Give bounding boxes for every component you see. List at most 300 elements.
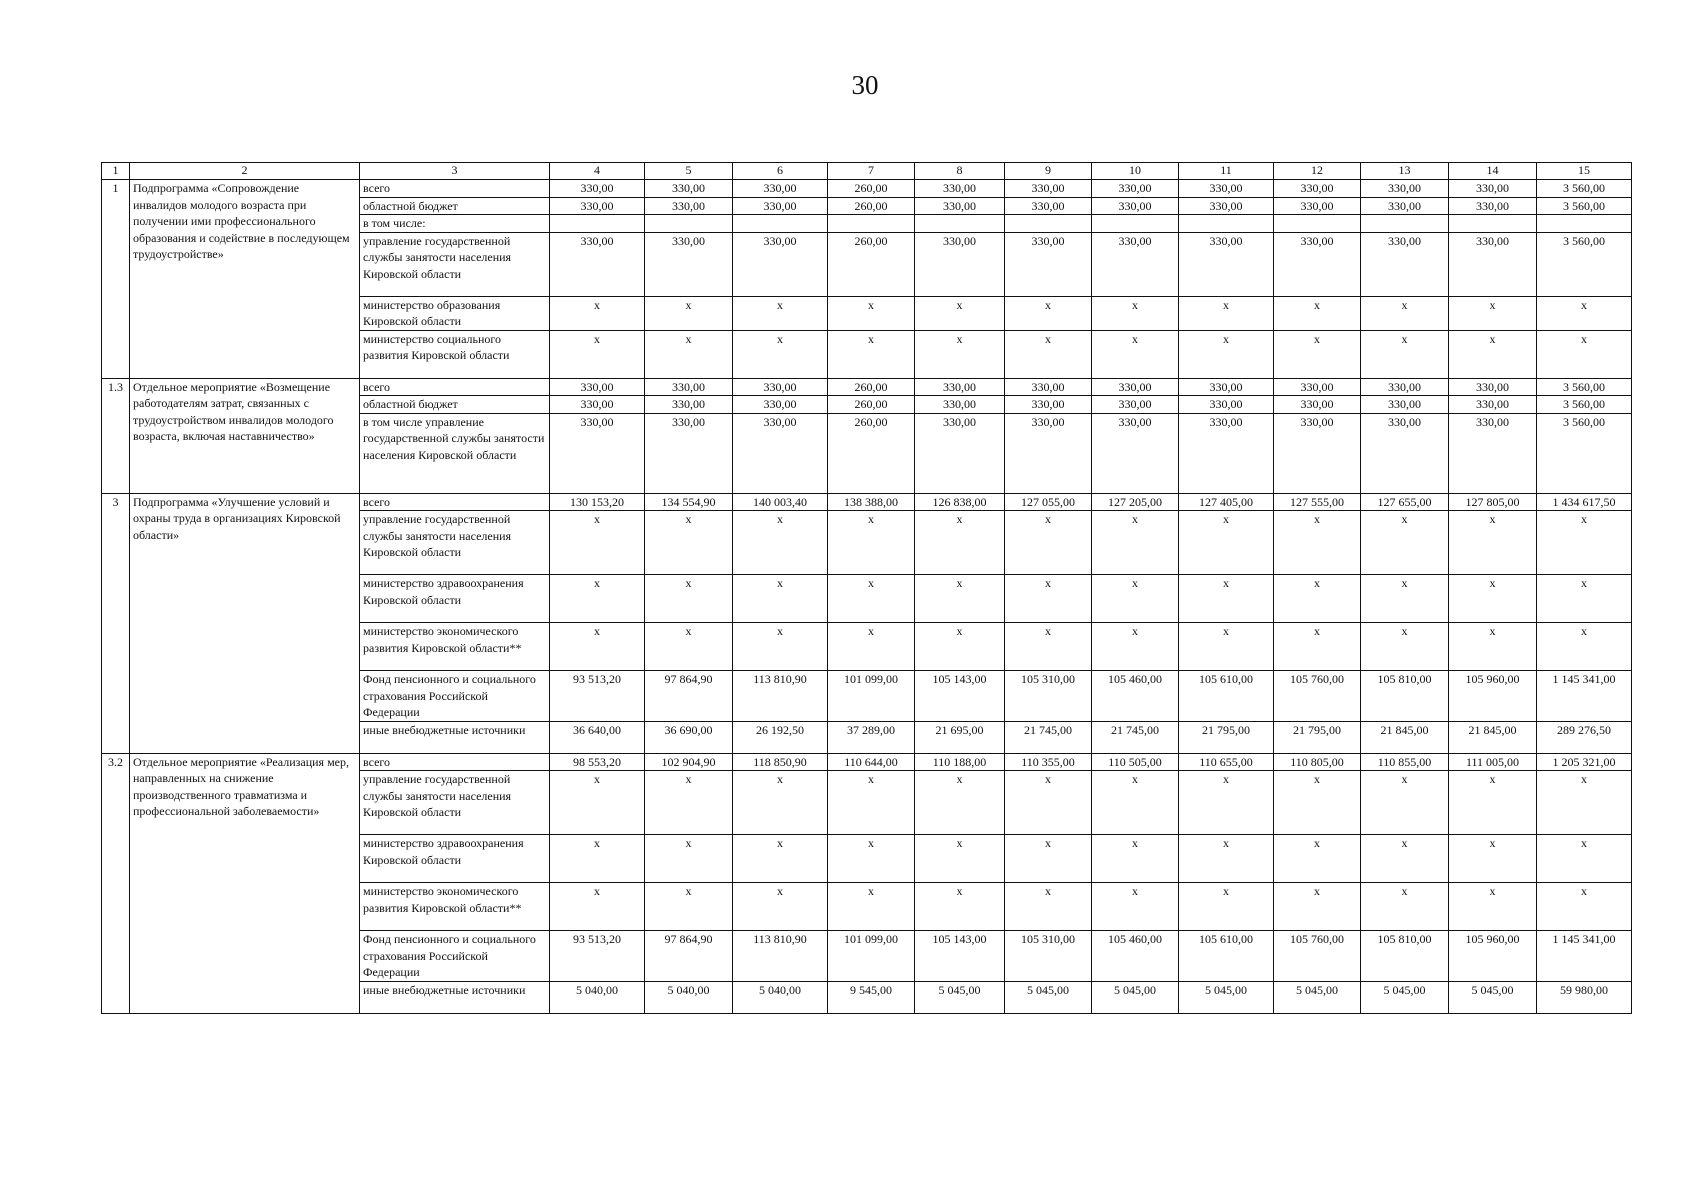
- value-cell: 330,00: [1005, 413, 1092, 493]
- value-cell: 330,00: [550, 180, 645, 198]
- value-cell: 5 045,00: [1274, 981, 1361, 1013]
- value-cell: 330,00: [733, 180, 828, 198]
- value-cell: 330,00: [550, 232, 645, 296]
- value-cell: 21 745,00: [1092, 721, 1179, 753]
- value-cell: 127 055,00: [1005, 493, 1092, 511]
- table-row: [102, 180, 1632, 198]
- budget-table-container: [101, 162, 1626, 1014]
- value-cell: 21 795,00: [1179, 721, 1274, 753]
- value-cell: 110 644,00: [828, 753, 915, 771]
- value-cell: 21 745,00: [1005, 721, 1092, 753]
- value-cell: x: [550, 835, 645, 883]
- value-cell: x: [1537, 771, 1632, 835]
- value-cell: x: [1179, 623, 1274, 671]
- value-cell: 330,00: [1361, 180, 1449, 198]
- value-cell: 21 845,00: [1449, 721, 1537, 753]
- value-cell: x: [1005, 771, 1092, 835]
- table-row: [102, 753, 1632, 771]
- value-cell: 330,00: [1092, 197, 1179, 215]
- value-cell: x: [828, 575, 915, 623]
- header-cell: 14: [1449, 163, 1537, 180]
- value-cell: 5 040,00: [550, 981, 645, 1013]
- value-cell: 110 188,00: [915, 753, 1005, 771]
- value-cell: [1274, 215, 1361, 233]
- value-cell: x: [1005, 835, 1092, 883]
- value-cell: x: [1537, 330, 1632, 378]
- page-number: 30: [851, 70, 879, 100]
- value-cell: [1361, 215, 1449, 233]
- header-cell: 4: [550, 163, 645, 180]
- header-cell: 5: [645, 163, 733, 180]
- value-cell: x: [645, 623, 733, 671]
- value-cell: x: [733, 771, 828, 835]
- value-cell: x: [550, 883, 645, 931]
- value-cell: 330,00: [1179, 378, 1274, 396]
- value-cell: 101 099,00: [828, 671, 915, 722]
- value-cell: [645, 215, 733, 233]
- value-cell: 330,00: [550, 197, 645, 215]
- funding-source: управление государственной службы занятости населения Кировской области: [360, 771, 550, 835]
- value-cell: x: [645, 296, 733, 330]
- value-cell: x: [733, 623, 828, 671]
- value-cell: 105 143,00: [915, 931, 1005, 982]
- value-cell: 105 960,00: [1449, 671, 1537, 722]
- value-cell: x: [828, 511, 915, 575]
- funding-source: всего: [360, 180, 550, 198]
- value-cell: 21 845,00: [1361, 721, 1449, 753]
- value-cell: x: [828, 835, 915, 883]
- value-cell: 1 145 341,00: [1537, 931, 1632, 982]
- value-cell: 330,00: [645, 396, 733, 414]
- value-cell: 330,00: [733, 232, 828, 296]
- value-cell: 330,00: [1361, 197, 1449, 215]
- value-cell: [1537, 215, 1632, 233]
- header-cell: 11: [1179, 163, 1274, 180]
- header-cell: 15: [1537, 163, 1632, 180]
- funding-source: областной бюджет: [360, 197, 550, 215]
- value-cell: 330,00: [1179, 197, 1274, 215]
- value-cell: 330,00: [1092, 378, 1179, 396]
- value-cell: [1179, 215, 1274, 233]
- value-cell: x: [1092, 330, 1179, 378]
- header-cell: 13: [1361, 163, 1449, 180]
- value-cell: x: [733, 330, 828, 378]
- section-title: Отдельное мероприятие «Реализация мер, направленных на снижение производственного травматизма и профессиональной заболеваемости»: [130, 753, 360, 1013]
- value-cell: 36 690,00: [645, 721, 733, 753]
- value-cell: 93 513,20: [550, 671, 645, 722]
- value-cell: 1 434 617,50: [1537, 493, 1632, 511]
- value-cell: x: [1274, 771, 1361, 835]
- header-cell: 12: [1274, 163, 1361, 180]
- value-cell: x: [915, 511, 1005, 575]
- value-cell: 110 355,00: [1005, 753, 1092, 771]
- value-cell: x: [1179, 771, 1274, 835]
- value-cell: x: [828, 771, 915, 835]
- value-cell: x: [550, 771, 645, 835]
- value-cell: 330,00: [1092, 232, 1179, 296]
- value-cell: 3 560,00: [1537, 378, 1632, 396]
- value-cell: x: [1274, 296, 1361, 330]
- value-cell: x: [1537, 835, 1632, 883]
- value-cell: x: [1361, 296, 1449, 330]
- value-cell: x: [733, 883, 828, 931]
- section-title: Подпрограмма «Улучшение условий и охраны труда в организациях Кировской области»: [130, 493, 360, 753]
- value-cell: x: [1361, 575, 1449, 623]
- value-cell: 37 289,00: [828, 721, 915, 753]
- value-cell: x: [1274, 575, 1361, 623]
- value-cell: x: [828, 296, 915, 330]
- value-cell: x: [733, 511, 828, 575]
- funding-source: всего: [360, 493, 550, 511]
- value-cell: x: [915, 623, 1005, 671]
- value-cell: 330,00: [733, 396, 828, 414]
- value-cell: 105 610,00: [1179, 931, 1274, 982]
- value-cell: x: [733, 296, 828, 330]
- value-cell: 330,00: [645, 197, 733, 215]
- value-cell: 330,00: [1005, 197, 1092, 215]
- value-cell: 110 655,00: [1179, 753, 1274, 771]
- table-row: [102, 493, 1632, 511]
- value-cell: 105 610,00: [1179, 671, 1274, 722]
- value-cell: x: [915, 771, 1005, 835]
- funding-source: всего: [360, 753, 550, 771]
- value-cell: x: [1092, 296, 1179, 330]
- value-cell: [1449, 215, 1537, 233]
- value-cell: 3 560,00: [1537, 180, 1632, 198]
- budget-table: [101, 162, 1632, 1014]
- value-cell: [550, 215, 645, 233]
- value-cell: 98 553,20: [550, 753, 645, 771]
- value-cell: 330,00: [733, 413, 828, 493]
- value-cell: 330,00: [1361, 396, 1449, 414]
- value-cell: 110 805,00: [1274, 753, 1361, 771]
- value-cell: 5 040,00: [733, 981, 828, 1013]
- value-cell: 105 810,00: [1361, 671, 1449, 722]
- value-cell: x: [1449, 771, 1537, 835]
- funding-source: министерство здравоохранения Кировской области: [360, 835, 550, 883]
- value-cell: 134 554,90: [645, 493, 733, 511]
- value-cell: 5 045,00: [915, 981, 1005, 1013]
- funding-source: иные внебюджетные источники: [360, 981, 550, 1013]
- value-cell: 330,00: [1449, 378, 1537, 396]
- value-cell: 330,00: [915, 180, 1005, 198]
- value-cell: 3 560,00: [1537, 232, 1632, 296]
- value-cell: x: [1179, 575, 1274, 623]
- value-cell: x: [828, 623, 915, 671]
- funding-source: в том числе управление государственной службы занятости населения Кировской области: [360, 413, 550, 493]
- value-cell: x: [1361, 771, 1449, 835]
- funding-source: в том числе:: [360, 215, 550, 233]
- value-cell: 127 555,00: [1274, 493, 1361, 511]
- value-cell: 140 003,40: [733, 493, 828, 511]
- value-cell: 330,00: [1361, 232, 1449, 296]
- value-cell: 105 143,00: [915, 671, 1005, 722]
- value-cell: 138 388,00: [828, 493, 915, 511]
- value-cell: 118 850,90: [733, 753, 828, 771]
- value-cell: 5 045,00: [1449, 981, 1537, 1013]
- section-number: 3: [102, 493, 130, 753]
- value-cell: x: [733, 835, 828, 883]
- value-cell: x: [915, 883, 1005, 931]
- value-cell: 330,00: [1449, 396, 1537, 414]
- header-cell: 7: [828, 163, 915, 180]
- value-cell: 97 864,90: [645, 671, 733, 722]
- value-cell: 330,00: [733, 197, 828, 215]
- value-cell: x: [1361, 835, 1449, 883]
- value-cell: x: [1449, 330, 1537, 378]
- value-cell: [915, 215, 1005, 233]
- value-cell: 330,00: [915, 396, 1005, 414]
- value-cell: x: [915, 296, 1005, 330]
- value-cell: x: [1274, 511, 1361, 575]
- value-cell: 113 810,90: [733, 931, 828, 982]
- value-cell: 101 099,00: [828, 931, 915, 982]
- header-cell: 8: [915, 163, 1005, 180]
- value-cell: 36 640,00: [550, 721, 645, 753]
- value-cell: x: [550, 623, 645, 671]
- value-cell: x: [1449, 575, 1537, 623]
- value-cell: 260,00: [828, 378, 915, 396]
- value-cell: x: [1092, 771, 1179, 835]
- value-cell: 330,00: [1179, 232, 1274, 296]
- funding-source: Фонд пенсионного и социального страхования Российской Федерации: [360, 931, 550, 982]
- funding-source: министерство образования Кировской области: [360, 296, 550, 330]
- value-cell: 111 005,00: [1449, 753, 1537, 771]
- value-cell: 105 810,00: [1361, 931, 1449, 982]
- value-cell: 330,00: [645, 232, 733, 296]
- value-cell: x: [1005, 511, 1092, 575]
- value-cell: x: [645, 511, 733, 575]
- value-cell: x: [1005, 883, 1092, 931]
- value-cell: [1092, 215, 1179, 233]
- value-cell: 105 460,00: [1092, 931, 1179, 982]
- value-cell: 330,00: [1005, 396, 1092, 414]
- value-cell: x: [1005, 330, 1092, 378]
- value-cell: x: [1361, 623, 1449, 671]
- value-cell: 330,00: [1449, 180, 1537, 198]
- value-cell: 1 145 341,00: [1537, 671, 1632, 722]
- value-cell: x: [550, 575, 645, 623]
- value-cell: [828, 215, 915, 233]
- value-cell: x: [550, 330, 645, 378]
- section-number: 1.3: [102, 378, 130, 493]
- value-cell: x: [828, 330, 915, 378]
- value-cell: x: [1361, 883, 1449, 931]
- header-cell: 2: [130, 163, 360, 180]
- value-cell: 93 513,20: [550, 931, 645, 982]
- funding-source: областной бюджет: [360, 396, 550, 414]
- value-cell: x: [645, 330, 733, 378]
- value-cell: 330,00: [1361, 378, 1449, 396]
- value-cell: x: [1274, 835, 1361, 883]
- value-cell: x: [1537, 511, 1632, 575]
- value-cell: 289 276,50: [1537, 721, 1632, 753]
- value-cell: 330,00: [1274, 232, 1361, 296]
- value-cell: 260,00: [828, 413, 915, 493]
- value-cell: 102 904,90: [645, 753, 733, 771]
- value-cell: 330,00: [1179, 396, 1274, 414]
- value-cell: 330,00: [1274, 413, 1361, 493]
- value-cell: [733, 215, 828, 233]
- funding-source: министерство социального развития Кировской области: [360, 330, 550, 378]
- value-cell: x: [1092, 835, 1179, 883]
- value-cell: x: [915, 835, 1005, 883]
- value-cell: 330,00: [1274, 197, 1361, 215]
- value-cell: x: [1537, 296, 1632, 330]
- value-cell: 126 838,00: [915, 493, 1005, 511]
- value-cell: 330,00: [1361, 413, 1449, 493]
- value-cell: 330,00: [1005, 378, 1092, 396]
- value-cell: 330,00: [1092, 413, 1179, 493]
- value-cell: 330,00: [1179, 180, 1274, 198]
- value-cell: x: [1537, 623, 1632, 671]
- value-cell: 127 205,00: [1092, 493, 1179, 511]
- value-cell: 127 405,00: [1179, 493, 1274, 511]
- value-cell: 105 760,00: [1274, 931, 1361, 982]
- value-cell: 330,00: [1179, 413, 1274, 493]
- value-cell: 330,00: [550, 378, 645, 396]
- value-cell: x: [1005, 296, 1092, 330]
- value-cell: 330,00: [1092, 396, 1179, 414]
- value-cell: x: [645, 575, 733, 623]
- value-cell: 330,00: [550, 413, 645, 493]
- value-cell: 330,00: [1449, 413, 1537, 493]
- value-cell: 5 040,00: [645, 981, 733, 1013]
- value-cell: x: [1274, 623, 1361, 671]
- value-cell: 260,00: [828, 180, 915, 198]
- value-cell: x: [1449, 511, 1537, 575]
- value-cell: x: [733, 575, 828, 623]
- value-cell: 110 855,00: [1361, 753, 1449, 771]
- section-number: 1: [102, 180, 130, 379]
- value-cell: x: [1179, 511, 1274, 575]
- value-cell: 330,00: [645, 413, 733, 493]
- header-cell: 9: [1005, 163, 1092, 180]
- value-cell: x: [1092, 623, 1179, 671]
- value-cell: 97 864,90: [645, 931, 733, 982]
- value-cell: 127 805,00: [1449, 493, 1537, 511]
- header-row: [102, 163, 1632, 180]
- value-cell: x: [1179, 330, 1274, 378]
- value-cell: x: [1179, 296, 1274, 330]
- value-cell: 21 795,00: [1274, 721, 1361, 753]
- funding-source: Фонд пенсионного и социального страхования Российской Федерации: [360, 671, 550, 722]
- value-cell: x: [550, 296, 645, 330]
- header-cell: 1: [102, 163, 130, 180]
- value-cell: 113 810,90: [733, 671, 828, 722]
- value-cell: 1 205 321,00: [1537, 753, 1632, 771]
- value-cell: x: [645, 835, 733, 883]
- value-cell: x: [915, 330, 1005, 378]
- value-cell: 110 505,00: [1092, 753, 1179, 771]
- value-cell: x: [1361, 330, 1449, 378]
- funding-source: управление государственной службы занятости населения Кировской области: [360, 511, 550, 575]
- value-cell: 3 560,00: [1537, 396, 1632, 414]
- funding-source: всего: [360, 378, 550, 396]
- value-cell: 330,00: [1274, 180, 1361, 198]
- value-cell: [1005, 215, 1092, 233]
- value-cell: x: [1449, 623, 1537, 671]
- value-cell: 330,00: [915, 378, 1005, 396]
- value-cell: x: [1179, 883, 1274, 931]
- funding-source: министерство экономического развития Кировской области**: [360, 623, 550, 671]
- value-cell: 59 980,00: [1537, 981, 1632, 1013]
- value-cell: 330,00: [1274, 378, 1361, 396]
- value-cell: x: [1005, 623, 1092, 671]
- value-cell: 330,00: [645, 180, 733, 198]
- value-cell: 21 695,00: [915, 721, 1005, 753]
- value-cell: 330,00: [1449, 197, 1537, 215]
- value-cell: 26 192,50: [733, 721, 828, 753]
- value-cell: 330,00: [1005, 180, 1092, 198]
- value-cell: x: [1449, 835, 1537, 883]
- value-cell: x: [645, 883, 733, 931]
- value-cell: x: [645, 771, 733, 835]
- value-cell: 3 560,00: [1537, 413, 1632, 493]
- header-cell: 6: [733, 163, 828, 180]
- value-cell: x: [1092, 883, 1179, 931]
- value-cell: 5 045,00: [1179, 981, 1274, 1013]
- value-cell: 330,00: [1005, 232, 1092, 296]
- value-cell: x: [1274, 330, 1361, 378]
- funding-source: министерство здравоохранения Кировской области: [360, 575, 550, 623]
- table-row: [102, 378, 1632, 396]
- value-cell: 9 545,00: [828, 981, 915, 1013]
- header-cell: 10: [1092, 163, 1179, 180]
- value-cell: x: [1179, 835, 1274, 883]
- value-cell: x: [1449, 883, 1537, 931]
- value-cell: 260,00: [828, 396, 915, 414]
- value-cell: 260,00: [828, 197, 915, 215]
- value-cell: 5 045,00: [1361, 981, 1449, 1013]
- value-cell: 5 045,00: [1005, 981, 1092, 1013]
- value-cell: 330,00: [1274, 396, 1361, 414]
- value-cell: x: [1449, 296, 1537, 330]
- value-cell: 127 655,00: [1361, 493, 1449, 511]
- value-cell: x: [1092, 511, 1179, 575]
- value-cell: 330,00: [645, 378, 733, 396]
- value-cell: 330,00: [1092, 180, 1179, 198]
- value-cell: 105 310,00: [1005, 931, 1092, 982]
- value-cell: x: [1361, 511, 1449, 575]
- value-cell: 330,00: [1449, 232, 1537, 296]
- value-cell: 5 045,00: [1092, 981, 1179, 1013]
- value-cell: 3 560,00: [1537, 197, 1632, 215]
- value-cell: 130 153,20: [550, 493, 645, 511]
- value-cell: x: [1092, 575, 1179, 623]
- funding-source: иные внебюджетные источники: [360, 721, 550, 753]
- value-cell: 330,00: [915, 232, 1005, 296]
- section-title: Подпрограмма «Сопровождение инвалидов молодого возраста при получении ими профессионального образования и содействие в последующем трудоустройстве»: [130, 180, 360, 379]
- funding-source: министерство экономического развития Кировской области**: [360, 883, 550, 931]
- section-title: Отдельное мероприятие «Возмещение работодателям затрат, связанных с трудоустройством инвалидов молодого возраста, включая наставничество»: [130, 378, 360, 493]
- value-cell: 330,00: [550, 396, 645, 414]
- value-cell: x: [915, 575, 1005, 623]
- value-cell: x: [828, 883, 915, 931]
- funding-source: управление государственной службы занятости населения Кировской области: [360, 232, 550, 296]
- value-cell: 260,00: [828, 232, 915, 296]
- value-cell: x: [1537, 575, 1632, 623]
- value-cell: x: [1005, 575, 1092, 623]
- header-cell: 3: [360, 163, 550, 180]
- value-cell: x: [1274, 883, 1361, 931]
- value-cell: 105 460,00: [1092, 671, 1179, 722]
- value-cell: 330,00: [915, 413, 1005, 493]
- value-cell: x: [550, 511, 645, 575]
- value-cell: x: [1537, 883, 1632, 931]
- section-number: 3.2: [102, 753, 130, 1013]
- value-cell: 330,00: [915, 197, 1005, 215]
